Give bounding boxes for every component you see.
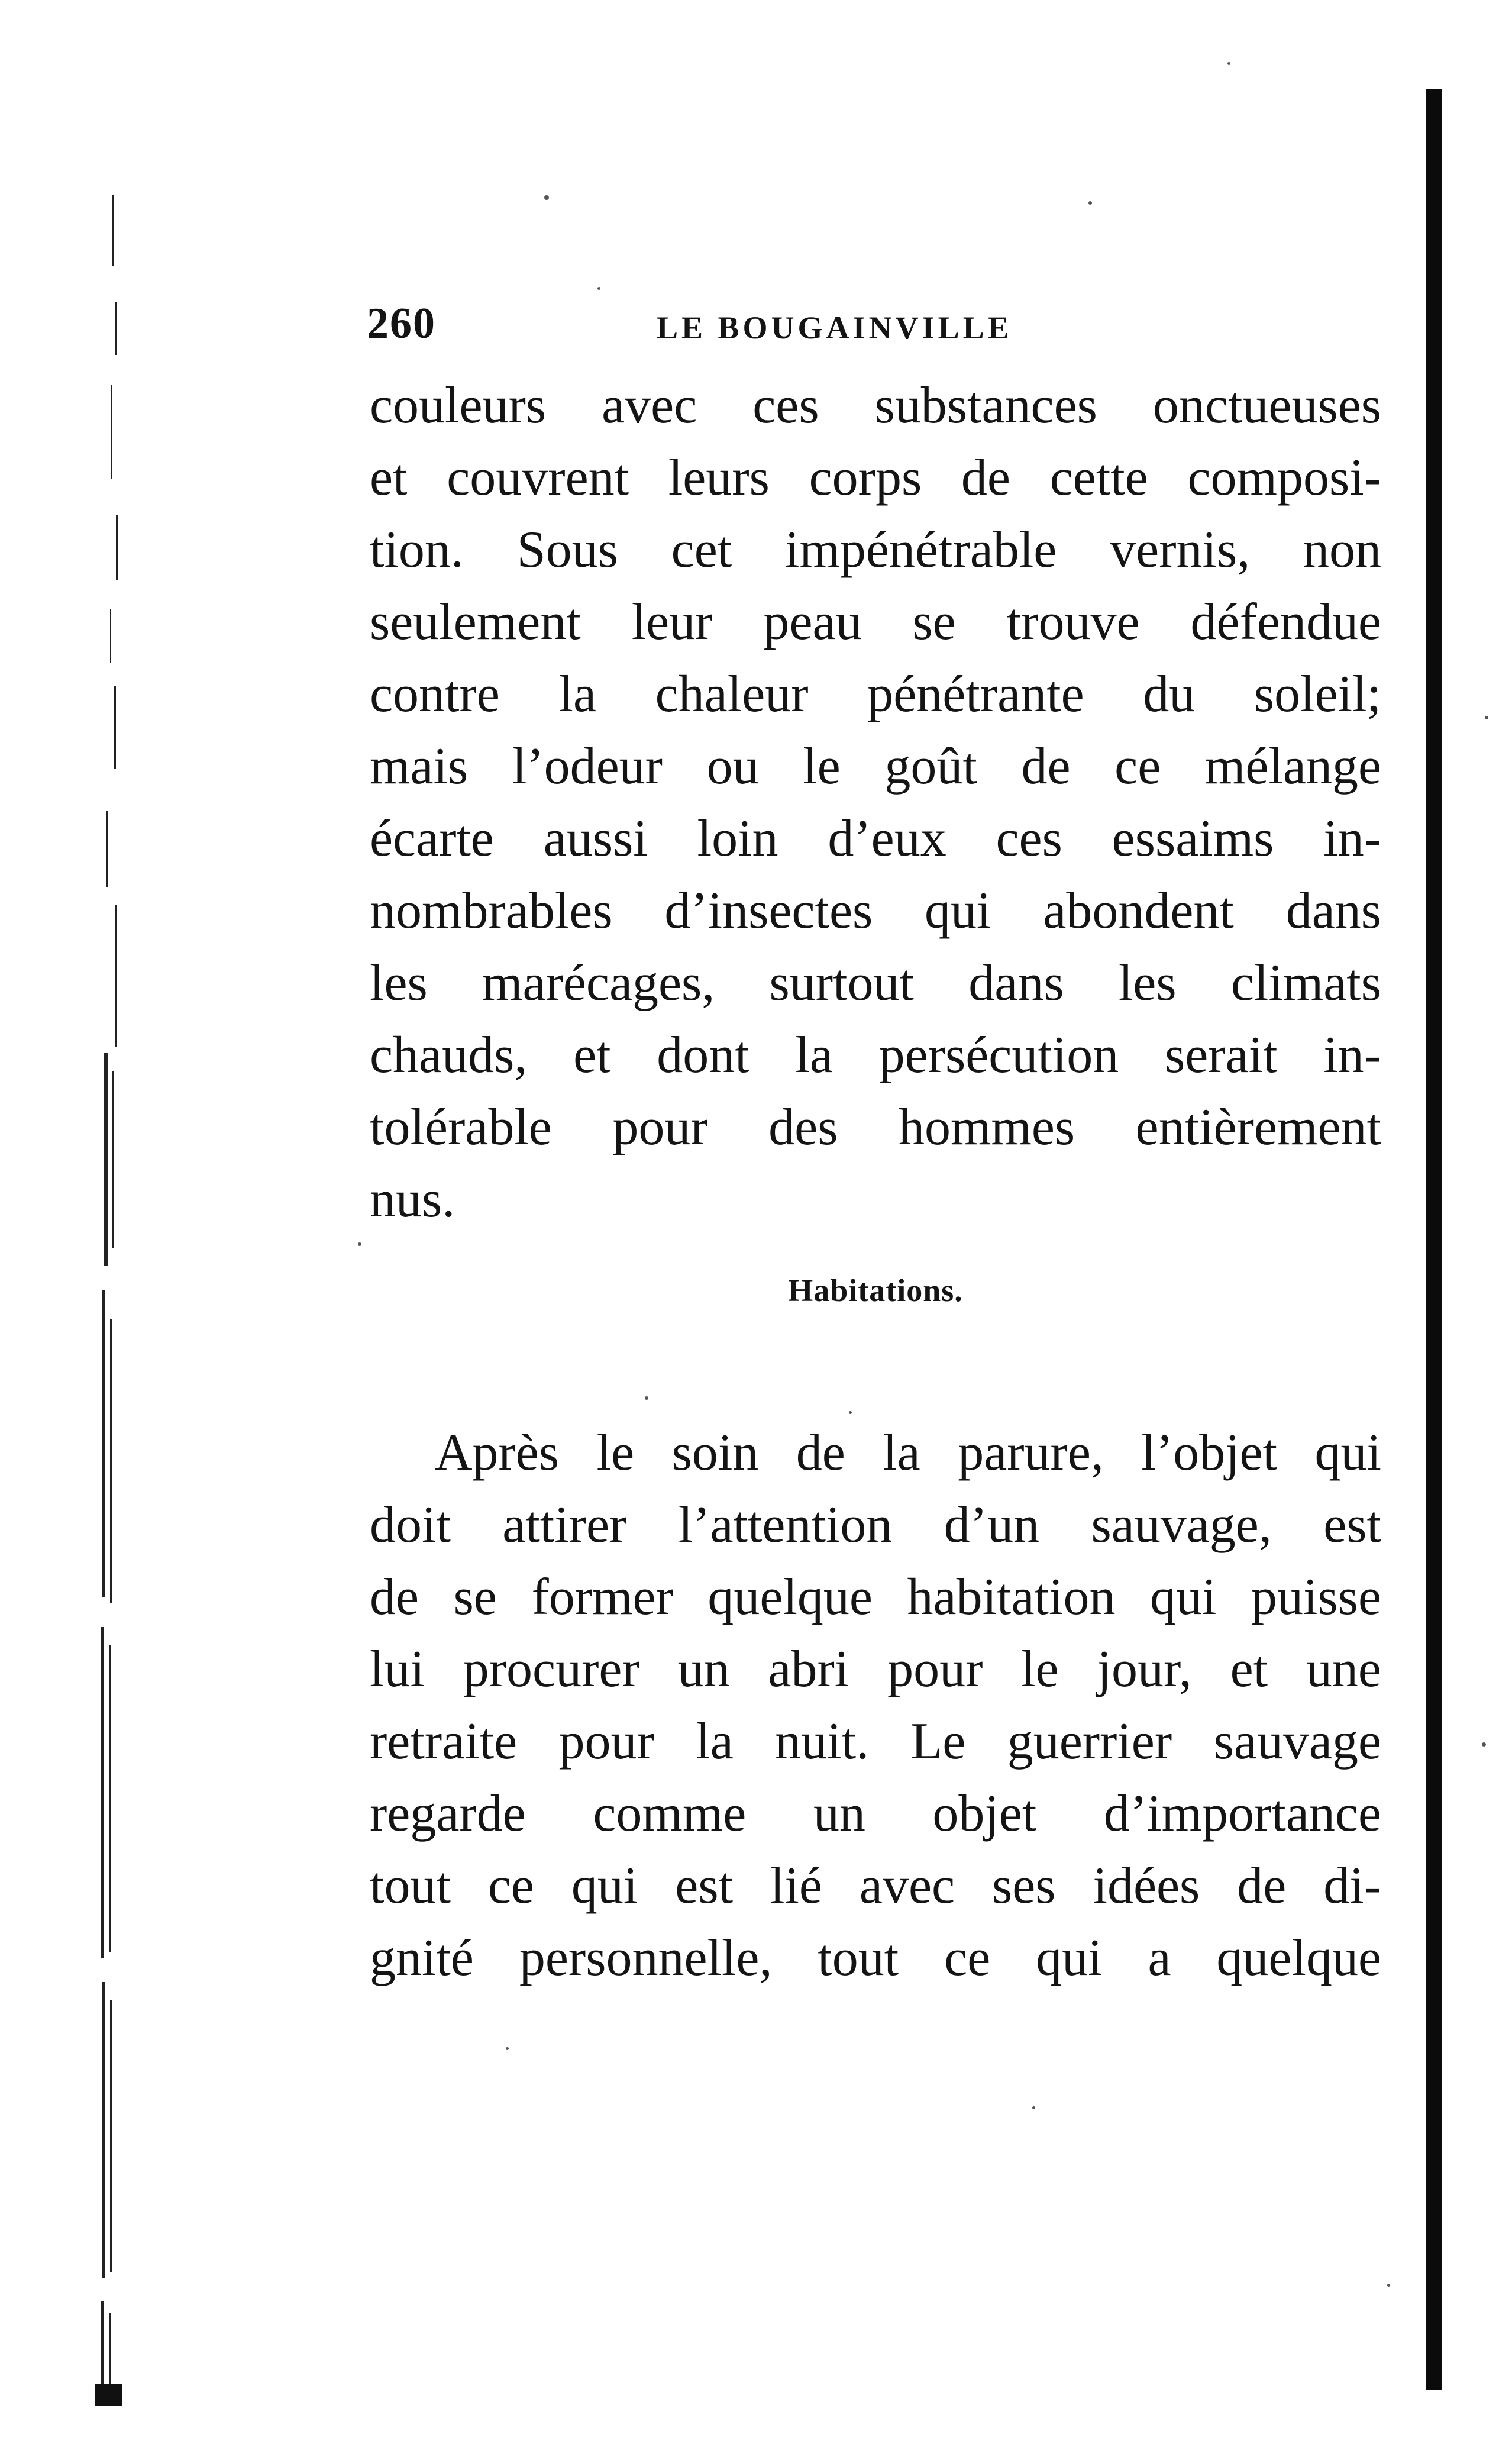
text-line: seulement leur peau se trouve défendue [370,593,1381,651]
text-line: doit attirer l’attention d’un sauvage, est [370,1496,1381,1554]
text-line: lui procurer un abri pour le jour, et une [370,1641,1381,1698]
page-number: 260 [367,299,436,348]
text-line: retraite pour la nuit. Le guerrier sauvage [370,1713,1381,1770]
text-line: les marécages, surtout dans les climats [370,954,1381,1012]
text-line: contre la chaleur pénétrante du soleil; [370,666,1381,723]
text-line: tout ce qui est lié avec ses idées de di- [370,1857,1381,1915]
text-line: couleurs avec ces substances onctueuses [370,377,1381,434]
text-line: mais l’odeur ou le goût de ce mélange [370,738,1381,795]
text-line: regarde comme un objet d’importance [370,1785,1381,1842]
text-line: écarte aussi loin d’eux ces essaims in- [370,810,1381,867]
text-line: de se former quelque habitation qui puisse [370,1568,1381,1626]
text-line: tion. Sous cet impénétrable vernis, non [370,521,1381,579]
running-title: LE BOUGAINVILLE [657,310,1013,346]
paragraph-1 [370,370,1381,1236]
paragraph-2 [370,1417,1381,1994]
text-line: tolérable pour des hommes entièrement [370,1099,1381,1156]
text-line: gnité personnelle, tout ce qui a quelque [370,1929,1381,1987]
text-line: chauds, et dont la persécution serait in- [370,1027,1381,1084]
text-line: nus. [370,1171,455,1228]
text-line: et couvrent leurs corps de cette composi- [370,449,1381,506]
text-line: Après le soin de la parure, l’objet qui [435,1424,1381,1481]
running-head [367,299,1384,352]
text-line: nombrables d’insectes qui abondent dans [370,882,1381,940]
binding-gutter [89,195,130,2420]
section-heading: Habitations. [788,1273,963,1308]
page-edge-bar [1426,89,1442,2390]
